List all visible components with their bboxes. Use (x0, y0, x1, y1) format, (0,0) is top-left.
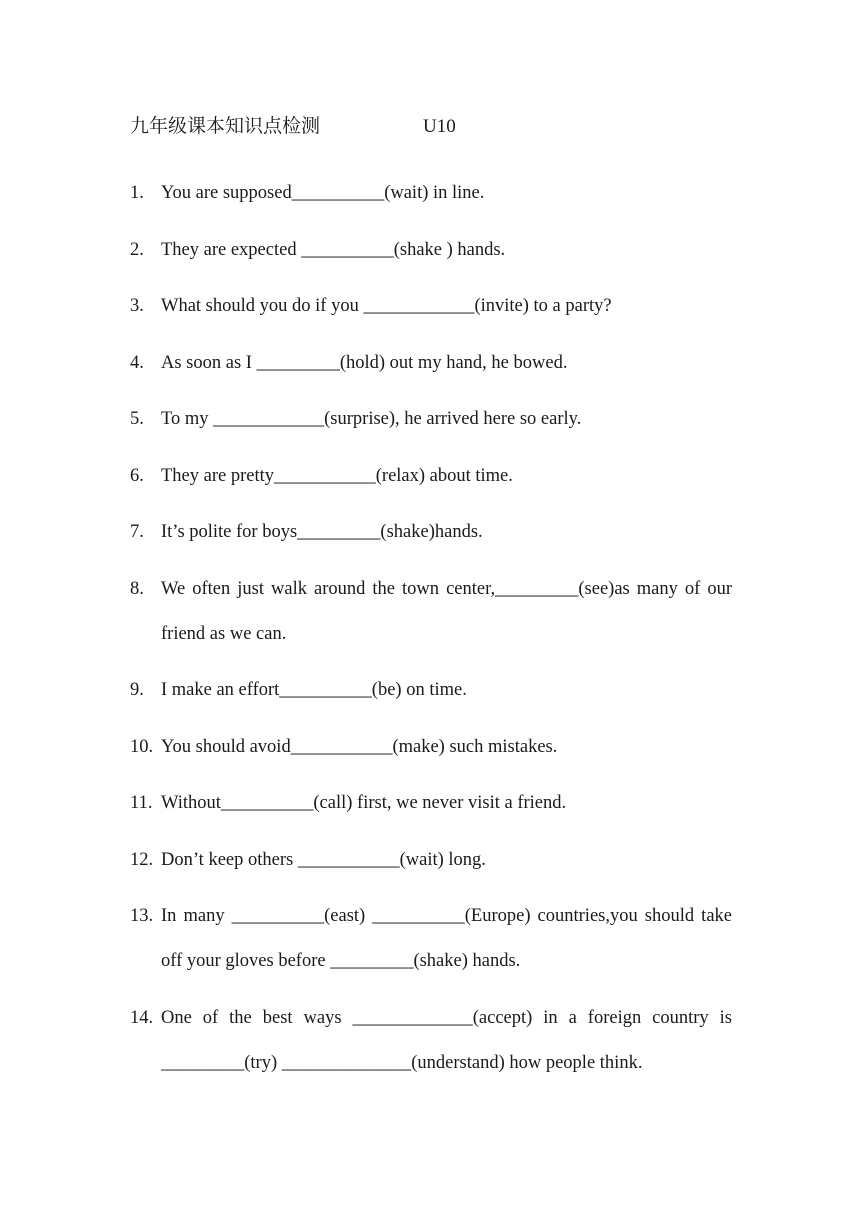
question-number: 7. (130, 522, 144, 542)
question-number: 5. (130, 409, 144, 429)
question-number: 1. (130, 183, 144, 203)
question-text: They are pretty___________(relax) about time. (161, 465, 513, 486)
question-item (130, 284, 732, 329)
question-text: You should avoid___________(make) such mistakes. (161, 736, 558, 757)
question-number: 3. (130, 296, 144, 316)
question-number: 6. (130, 465, 144, 486)
question-text: One of the best ways _____________(accept) in a foreign country is _________(try) ______________(understand) how people think. (161, 1007, 732, 1073)
question-item (130, 228, 732, 273)
question-item (130, 454, 732, 499)
question-item (130, 171, 732, 216)
question-text: To my ____________(surprise), he arrived here so early. (161, 409, 582, 429)
question-text: It’s polite for boys_________(shake)hands. (161, 522, 483, 542)
question-text: As soon as I _________(hold) out my hand, he bowed. (161, 352, 568, 373)
worksheet-title: 九年级课本知识点检测 (130, 116, 321, 137)
question-item (130, 894, 732, 984)
question-list (130, 171, 732, 1097)
question-number: 12. (130, 849, 154, 870)
question-item (130, 510, 732, 555)
question-number: 2. (130, 239, 144, 260)
question-text: In many __________(east) __________(Europe) countries,you should take off your gloves before _________(shake) hands. (161, 906, 732, 971)
question-text: What should you do if you ____________(invite) to a party? (161, 296, 612, 316)
question-item (130, 725, 732, 770)
question-number: 11. (130, 793, 153, 813)
question-text: Don’t keep others ___________(wait) long. (161, 849, 486, 870)
worksheet-header (130, 114, 456, 140)
unit-label: U10 (423, 116, 456, 137)
question-number: 10. (130, 736, 154, 757)
question-number: 8. (130, 578, 144, 599)
question-item (130, 838, 732, 883)
question-item (130, 567, 732, 657)
question-text: We often just walk around the town center,_________(see)as many of our friend as we can. (161, 578, 732, 644)
question-text: They are expected __________(shake ) hands. (161, 239, 506, 260)
question-text: Without__________(call) first, we never visit a friend. (161, 793, 567, 813)
question-item (130, 341, 732, 386)
question-number: 14. (130, 1007, 154, 1028)
question-text: I make an effort__________(be) on time. (161, 680, 467, 700)
question-item (130, 397, 732, 442)
question-text: You are supposed__________(wait) in line. (161, 183, 485, 203)
question-number: 9. (130, 680, 144, 700)
question-number: 4. (130, 352, 144, 373)
question-item (130, 996, 732, 1086)
question-number: 13. (130, 906, 154, 926)
question-item (130, 668, 732, 713)
question-item (130, 781, 732, 826)
